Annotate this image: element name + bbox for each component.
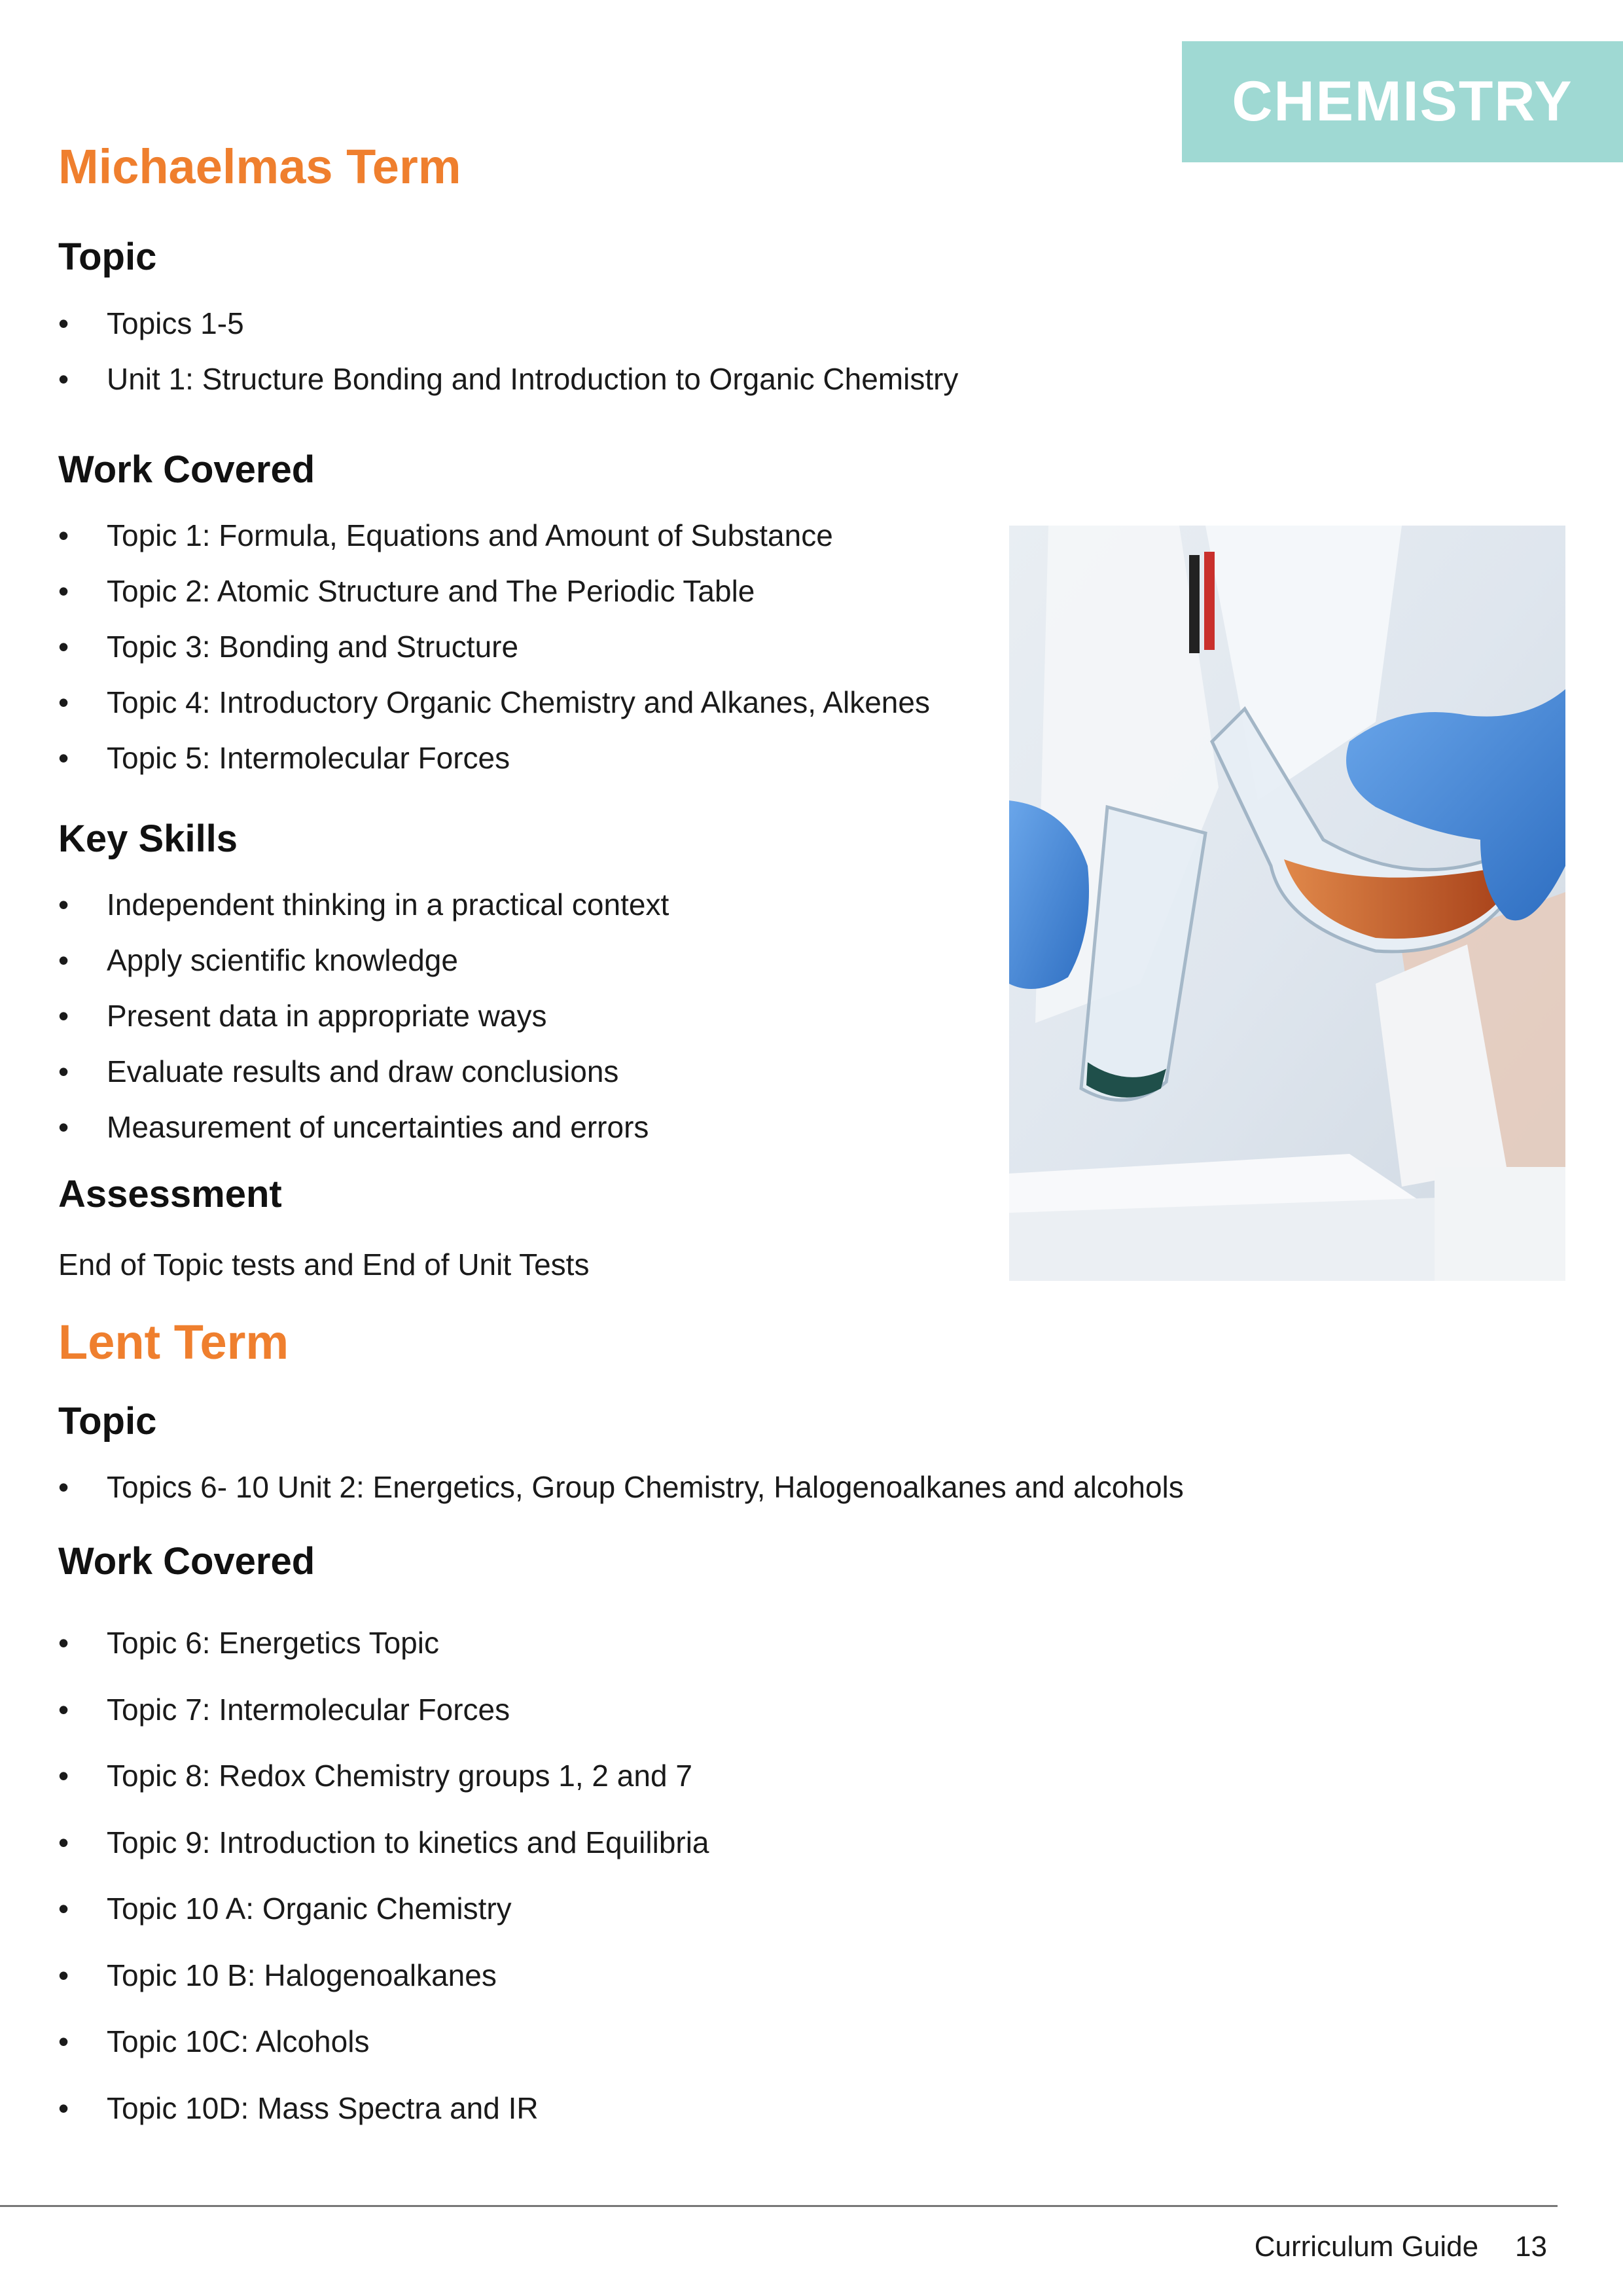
key-skills-list <box>58 877 669 1155</box>
list-item: • Topic 5: Intermolecular Forces <box>58 730 930 786</box>
list-item: • Unit 1: Structure Bonding and Introduction to Organic Chemistry <box>58 351 958 407</box>
list-item: • Topic 2: Atomic Structure and The Periodic Table <box>58 564 930 619</box>
michaelmas-work-heading: Work Covered <box>58 448 315 491</box>
subject-badge: CHEMISTRY <box>1182 41 1623 162</box>
footer-label: Curriculum Guide <box>1254 2231 1479 2263</box>
footer-divider <box>0 2205 1558 2207</box>
lab-photo <box>1009 526 1565 1281</box>
list-item: • Topic 3: Bonding and Structure <box>58 619 930 675</box>
list-item: • Topics 6- 10 Unit 2: Energetics, Group Chemistry, Halogenoalkanes and alcohols <box>58 1460 1184 1515</box>
list-item: • Topic 4: Introductory Organic Chemistry and Alkanes, Alkenes <box>58 675 930 730</box>
lent-work-list <box>58 1610 709 2142</box>
list-item: • Present data in appropriate ways <box>58 988 669 1044</box>
michaelmas-topic-list <box>58 296 958 407</box>
michaelmas-work-list <box>58 508 930 786</box>
list-item: • Topic 7: Intermolecular Forces <box>58 1677 709 1744</box>
michaelmas-topic-heading: Topic <box>58 236 157 278</box>
list-item: • Topic 6: Energetics Topic <box>58 1610 709 1677</box>
list-item: • Topic 10 A: Organic Chemistry <box>58 1876 709 1943</box>
key-skills-heading: Key Skills <box>58 817 238 860</box>
list-item: • Topic 10 B: Halogenoalkanes <box>58 1943 709 2009</box>
lent-topic-list <box>58 1460 1184 1515</box>
list-item: • Evaluate results and draw conclusions <box>58 1044 669 1100</box>
lent-topic-heading: Topic <box>58 1400 157 1443</box>
list-item: • Topic 10C: Alcohols <box>58 2009 709 2075</box>
assessment-heading: Assessment <box>58 1173 282 1215</box>
lent-work-heading: Work Covered <box>58 1540 315 1583</box>
assessment-text: End of Topic tests and End of Unit Tests <box>58 1247 590 1282</box>
list-item: • Topic 9: Introduction to kinetics and Equilibria <box>58 1810 709 1876</box>
lent-term-title: Lent Term <box>58 1315 289 1369</box>
michaelmas-term-title: Michaelmas Term <box>58 139 461 194</box>
list-item: • Independent thinking in a practical context <box>58 877 669 933</box>
list-item: • Topic 8: Redox Chemistry groups 1, 2 and 7 <box>58 1743 709 1810</box>
page-number: 13 <box>1515 2231 1547 2263</box>
list-item: • Apply scientific knowledge <box>58 933 669 988</box>
list-item: • Topic 10D: Mass Spectra and IR <box>58 2075 709 2142</box>
list-item: • Topic 1: Formula, Equations and Amount of Substance <box>58 508 930 564</box>
list-item: • Measurement of uncertainties and errors <box>58 1100 669 1155</box>
list-item: • Topics 1-5 <box>58 296 958 351</box>
page-footer <box>1255 2231 1547 2263</box>
